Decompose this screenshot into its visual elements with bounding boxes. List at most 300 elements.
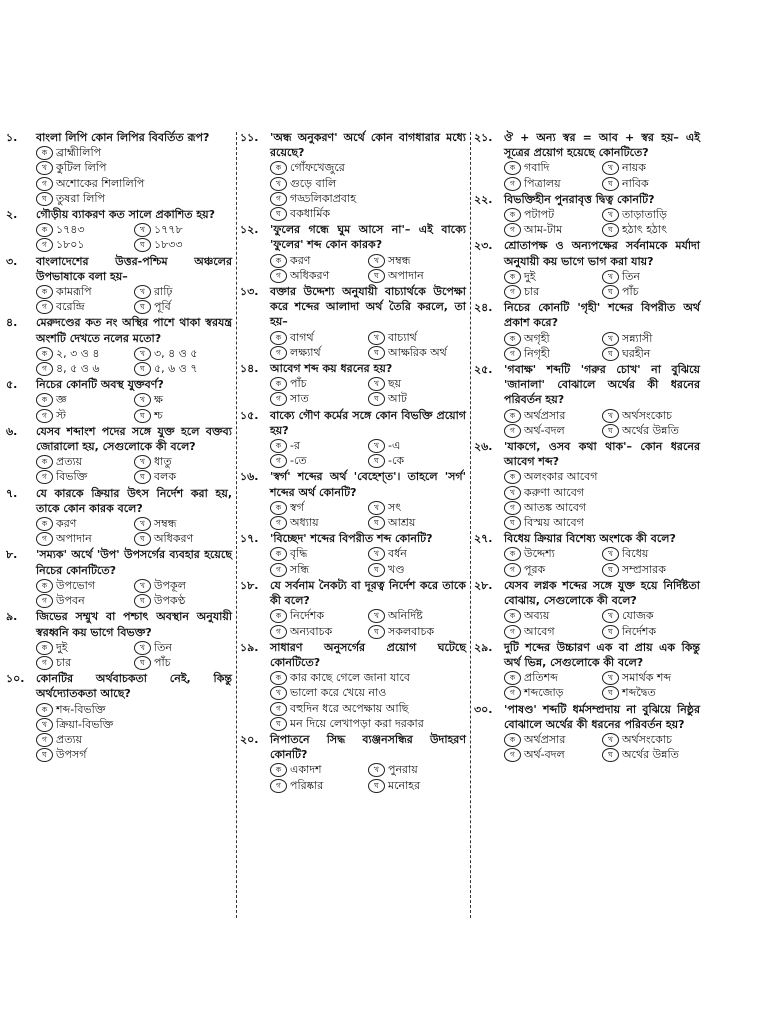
question-text: 'বিচ্ছেদ' শব্দের বিপরীত শব্দ কোনটি? [270, 532, 433, 546]
question-header [240, 531, 466, 546]
option-letter-circle: খ [602, 270, 619, 284]
answer-option [134, 469, 232, 484]
option-letter-circle: ক [36, 579, 53, 593]
answer-option [602, 624, 700, 639]
answer-option [134, 299, 232, 314]
answer-option [602, 670, 700, 685]
option-text: প্রত্যয় [56, 732, 83, 746]
option-text: পটাপট [524, 208, 555, 222]
option-letter-circle: ক [504, 332, 521, 346]
answer-option [134, 237, 232, 252]
option-letter-circle: ঘ [368, 625, 385, 639]
option-letter-circle: ক [270, 671, 287, 685]
question-number: ১১. [240, 131, 259, 144]
answer-option [504, 346, 602, 361]
question-text: জিভের সম্মুখ বা পশ্চাৎ অবস্থান অনুযায়ী স্বরধ্বনি কয় ভাগে বিভক্ত? [36, 610, 232, 639]
option-text: বিস্ময় আবেগ [524, 516, 584, 530]
option-text: কামরূপি [56, 285, 92, 299]
option-letter-circle: খ [368, 439, 385, 453]
option-letter-circle: ঘ [134, 532, 151, 546]
option-letter-circle: ঘ [368, 346, 385, 360]
option-letter-circle: খ [134, 579, 151, 593]
option-text: উদ্দেশ্য [524, 547, 555, 561]
option-text: -র [290, 439, 301, 453]
option-letter-circle: ঘ [368, 779, 385, 793]
answer-option [134, 531, 232, 546]
option-letter-circle: ক [270, 609, 287, 623]
option-letter-circle: খ [368, 331, 385, 345]
option-letter-circle: ঘ [602, 424, 619, 438]
option-letter-circle: খ [134, 285, 151, 299]
answer-option [602, 685, 700, 700]
option-letter-circle: ক [36, 703, 53, 717]
answer-option [270, 500, 368, 515]
answer-option [504, 624, 602, 639]
question-number: ১৬. [240, 470, 259, 484]
answer-option [504, 608, 602, 623]
option-letter-circle: ঘ [134, 300, 151, 314]
option-text: -কে [388, 454, 405, 468]
option-letter-circle: গ [270, 779, 287, 793]
answer-option [368, 253, 466, 268]
question-header [240, 578, 466, 608]
answer-options [240, 330, 466, 360]
answer-option [504, 331, 602, 346]
option-text: আশ্রয় [388, 516, 416, 530]
option-letter-circle: গ [504, 686, 521, 700]
option-letter-circle: গ [270, 392, 287, 406]
option-text: চার [56, 655, 72, 669]
question-text: দুটি শব্দের উচ্চারণ এক বা প্রায় এক কিন্তু অর্থ ভিন্ন, সেগুলোকে কী বলে? [504, 640, 700, 669]
answer-options [6, 640, 232, 670]
option-letter-circle: ঘ [602, 686, 619, 700]
option-letter-circle: গ [36, 238, 53, 252]
question-text: বাংলা লিপি কোন লিপির বিবর্তিত রূপ? [36, 131, 210, 144]
question-header [6, 315, 232, 345]
option-text: রাঢ়ি [154, 285, 173, 299]
option-text: করণ [290, 253, 311, 267]
option-text: পূর্বি [154, 300, 171, 314]
answer-option [134, 284, 232, 299]
question-header [6, 254, 232, 284]
option-text: অধিকরণ [290, 268, 330, 282]
option-letter-circle: ক [36, 223, 53, 237]
option-letter-circle: গ [36, 362, 53, 376]
option-letter-circle: ক [270, 547, 287, 561]
option-letter-circle: ঘ [134, 656, 151, 670]
option-letter-circle: ঘ [368, 269, 385, 283]
option-letter-circle: খ [602, 332, 619, 346]
option-text: প্রত্যয় [56, 455, 83, 469]
answer-options [474, 670, 700, 700]
option-text: চার [524, 285, 540, 299]
question-text: গৌড়ীয় ব্যাকরণ কত সালে প্রকাশিত হয়? [36, 208, 216, 222]
column-divider [236, 132, 237, 918]
answer-option [504, 284, 602, 299]
question-item [6, 547, 232, 608]
answer-option [270, 624, 368, 639]
answer-options [240, 546, 466, 576]
option-letter-circle: খ [602, 547, 619, 561]
option-letter-circle: খ [368, 609, 385, 623]
answer-option [36, 702, 232, 717]
option-letter-circle: গ [270, 625, 287, 639]
option-letter-circle: খ [36, 161, 53, 175]
option-text: নির্দেশক [622, 624, 657, 638]
option-text: খণ্ড [388, 562, 405, 576]
option-letter-circle: ঘ [134, 470, 151, 484]
question-header [474, 531, 700, 546]
question-text: কোনটির অর্থবাচকতা নেই, কিন্তু অর্থদ্যোতকতা আছে? [36, 672, 232, 701]
question-column-3 [474, 130, 700, 920]
question-text: 'পাষণ্ড' শব্দটি ধর্মসম্প্রদায় না বুঝিয়ে নিষ্ঠুর বোঝালে অর্থের কী ধরনের পরিবর্তন হয়? [504, 702, 700, 731]
answer-option [504, 515, 700, 530]
option-letter-circle: খ [134, 517, 151, 531]
answer-option [270, 268, 368, 283]
question-item [474, 192, 700, 238]
question-number: ৬. [6, 424, 18, 438]
option-letter-circle: খ [134, 393, 151, 407]
question-item [240, 578, 466, 639]
answer-option [36, 732, 232, 747]
question-item [6, 609, 232, 670]
option-letter-circle: গ [504, 625, 521, 639]
answer-option [134, 640, 232, 655]
question-number: ১. [6, 131, 18, 144]
question-item [474, 238, 700, 299]
answer-option [270, 391, 368, 406]
option-text: জ্ঞ [56, 393, 67, 407]
answer-option [504, 670, 602, 685]
answer-option [504, 176, 602, 191]
answer-options [6, 578, 232, 608]
question-text: নিচের কোনটি অবস্থ যুক্তবর্ণ? [36, 378, 164, 392]
option-text: বৃদ্ধি [290, 547, 308, 561]
answer-option [504, 160, 602, 175]
option-letter-circle: ঘ [368, 563, 385, 577]
question-item [6, 486, 232, 547]
option-letter-circle: ঘ [134, 362, 151, 376]
option-letter-circle: খ [368, 763, 385, 777]
question-text: বিধেয় ক্রিয়ার বিশেষ্য অংশকে কী বলে? [504, 532, 676, 546]
answer-option [36, 640, 134, 655]
option-letter-circle: ক [270, 254, 287, 268]
option-text: বিধেয় [622, 547, 649, 561]
answer-option [134, 408, 232, 423]
question-header [474, 439, 700, 469]
answer-option [368, 438, 466, 453]
option-letter-circle: ক [270, 377, 287, 391]
option-letter-circle: গ [504, 177, 521, 191]
option-letter-circle: ঘ [134, 594, 151, 608]
question-column-2 [240, 130, 466, 920]
option-letter-circle: ঘ [504, 516, 521, 530]
answer-options [474, 732, 700, 762]
answer-option [36, 176, 232, 191]
option-text: উপবন [56, 594, 85, 608]
answer-option [36, 408, 134, 423]
answer-options [6, 702, 232, 763]
option-text: মনোহর [388, 778, 421, 792]
answer-option [36, 392, 134, 407]
answer-option [602, 176, 700, 191]
option-letter-circle: ঘ [602, 347, 619, 361]
option-text: শ্চ [154, 408, 163, 422]
option-text: অর্থ-বদল [524, 423, 565, 437]
question-text: 'গবাক্ষ' শব্দটি 'গরুর চোখ' না বুঝিয়ে 'জানালা' বোঝালে অর্থের কী ধরনের পরিবর্তন হয়? [504, 363, 700, 407]
column-divider [470, 132, 471, 918]
question-number: ১৪. [240, 362, 259, 376]
answer-options [6, 454, 232, 484]
option-text: দুই [524, 269, 536, 283]
option-text: পুনরায় [388, 763, 418, 777]
answer-options [6, 392, 232, 422]
option-text: আক্ষরিক অর্থ [388, 345, 447, 359]
question-header [6, 130, 232, 145]
option-letter-circle: ঘ [134, 409, 151, 423]
answer-option [36, 469, 134, 484]
option-letter-circle: গ [270, 192, 287, 206]
option-letter-circle: খ [602, 733, 619, 747]
question-header [240, 640, 466, 670]
question-number: ১৫. [240, 408, 259, 422]
option-text: গুড়ে বালি [290, 176, 337, 190]
answer-option [602, 747, 700, 762]
option-letter-circle: খ [368, 547, 385, 561]
answer-option [270, 330, 368, 345]
option-text: আবেগ [524, 624, 555, 638]
option-text: বিভক্তি [56, 470, 88, 484]
answer-option [36, 299, 134, 314]
answer-options [474, 469, 700, 530]
answer-option [504, 469, 700, 484]
answer-options [474, 207, 700, 237]
option-text: -তে [290, 454, 307, 468]
question-number: ১২. [240, 223, 259, 237]
option-letter-circle: ক [504, 270, 521, 284]
answer-option [36, 237, 134, 252]
question-number: ৮. [6, 548, 18, 562]
option-letter-circle: গ [36, 532, 53, 546]
question-text: 'যাকগে, ওসব কথা থাক'– কোন ধরনের আবেগ শব্দ? [504, 440, 700, 469]
question-item [6, 130, 232, 206]
answer-option [36, 717, 232, 732]
answer-option [270, 716, 466, 731]
answer-options [474, 269, 700, 299]
question-header [240, 361, 466, 376]
answer-option [270, 453, 368, 468]
question-number: ২৩. [474, 239, 493, 253]
answer-options [474, 546, 700, 576]
option-letter-circle: গ [36, 409, 53, 423]
option-letter-circle: গ [270, 346, 287, 360]
answer-option [602, 562, 700, 577]
option-letter-circle: ক [36, 393, 53, 407]
option-letter-circle: ক [270, 161, 287, 175]
answer-option [368, 330, 466, 345]
option-letter-circle: ঘ [36, 192, 53, 206]
option-text: আট [388, 392, 407, 406]
question-item [474, 578, 700, 639]
option-letter-circle: ক [504, 671, 521, 685]
option-text: শব্দ-বিভক্তি [56, 702, 106, 716]
answer-option [36, 454, 134, 469]
option-text: ব্রাহ্মীলিপি [56, 146, 102, 160]
option-letter-circle: ক [36, 455, 53, 469]
answer-option [134, 361, 232, 376]
answer-option [270, 670, 466, 685]
question-header [474, 238, 700, 268]
option-letter-circle: গ [36, 733, 53, 747]
answer-option [602, 732, 700, 747]
answer-option [602, 346, 700, 361]
option-text: তাড়াতাড়ি [622, 208, 667, 222]
option-text: সৎ [388, 500, 402, 514]
option-text: হঠাৎ হঠাৎ [622, 223, 667, 237]
option-text: তুষরা লিপি [56, 191, 106, 205]
option-letter-circle: ক [504, 733, 521, 747]
option-letter-circle: ক [36, 285, 53, 299]
option-text: অলংকার আবেগ [524, 470, 598, 484]
question-item [474, 702, 700, 763]
option-text: পরিষ্কার [290, 778, 324, 792]
option-text: নায়ক [622, 161, 646, 175]
question-header [474, 300, 700, 330]
answer-option [602, 608, 700, 623]
option-text: উপসর্গ [56, 748, 87, 762]
question-text: 'অন্ধ অনুকরণ' অর্থে কোন বাগধারার মধ্যে রয়েছে? [270, 131, 466, 160]
option-text: অর্থসংকোচ [622, 732, 672, 746]
question-number: ২৭. [474, 532, 493, 546]
option-letter-circle: ঘ [602, 563, 619, 577]
question-header [6, 547, 232, 577]
answer-option [368, 762, 466, 777]
answer-option [504, 207, 602, 222]
option-text: একাদশ [290, 763, 322, 777]
option-text: ২, ৩ ও ৪ [56, 346, 100, 360]
option-letter-circle: গ [270, 702, 287, 716]
option-letter-circle: ঘ [36, 748, 53, 762]
option-letter-circle: ঘ [368, 516, 385, 530]
option-text: অন্যবাচক [290, 624, 333, 638]
question-item [6, 377, 232, 423]
option-text: বরেন্দ্রি [56, 300, 85, 314]
answer-option [602, 423, 700, 438]
question-number: ৯. [6, 610, 18, 624]
option-text: বলক [154, 470, 177, 484]
option-text: পিত্রালয় [524, 176, 561, 190]
answer-options [240, 438, 466, 468]
option-letter-circle: খ [134, 641, 151, 655]
answer-options [474, 608, 700, 638]
option-letter-circle: ক [270, 501, 287, 515]
question-text: যেসব লগ্নক শব্দের সঙ্গে যুক্ত হয়ে নির্দিষ্টতা বোঝায়, সেগুলোকে কী বলে? [504, 578, 700, 608]
answer-option [36, 346, 134, 361]
answer-option [368, 376, 466, 391]
question-number: ১৯. [240, 640, 259, 654]
answer-option [504, 500, 700, 515]
option-text: বহুদিন ধরে অপেক্ষায় আছি [290, 701, 409, 715]
option-text: পূরক [524, 562, 546, 576]
option-letter-circle: ক [504, 161, 521, 175]
answer-option [270, 515, 368, 530]
answer-option [602, 222, 700, 237]
question-number: ২. [6, 208, 18, 222]
question-text: নিচের কোনটি 'গৃহী' শব্দের বিপরীত অর্থ প্রকাশ করে? [504, 301, 700, 330]
option-letter-circle: ক [270, 439, 287, 453]
option-letter-circle: গ [270, 516, 287, 530]
answer-options [474, 160, 700, 190]
answer-option [270, 685, 466, 700]
option-text: অধ্যায় [290, 516, 319, 530]
question-header [240, 284, 466, 330]
answer-option [36, 593, 134, 608]
answer-option [504, 732, 602, 747]
question-text: যেসব শব্দাংশ পদের সঙ্গে যুক্ত হলে বক্তব্য জোরালো হয়, সেগুলোকে কী বলে? [36, 424, 232, 454]
question-sheet [6, 130, 700, 920]
question-header [474, 640, 700, 670]
answer-option [134, 222, 232, 237]
question-number: ২৮. [474, 578, 493, 592]
answer-option [36, 284, 134, 299]
question-item [240, 640, 466, 731]
question-header [474, 192, 700, 207]
answer-option [504, 562, 602, 577]
option-letter-circle: ঘ [134, 238, 151, 252]
question-item [6, 315, 232, 376]
option-text: ৪, ৫ ও ৬ [56, 362, 100, 376]
option-letter-circle: ঘ [368, 392, 385, 406]
option-text: অর্থসংকোচ [622, 408, 672, 422]
question-header [240, 222, 466, 252]
question-number: ৩০. [474, 702, 493, 716]
answer-option [270, 762, 368, 777]
question-item [474, 640, 700, 701]
option-text: করুণা আবেগ [524, 485, 585, 499]
answer-option [270, 253, 368, 268]
answer-options [240, 608, 466, 638]
option-text: সম্বন্ধ [154, 517, 177, 531]
answer-options [6, 284, 232, 314]
answer-options [240, 762, 466, 792]
answer-option [504, 485, 700, 500]
option-letter-circle: ক [504, 547, 521, 561]
option-letter-circle: ক [36, 517, 53, 531]
option-letter-circle: গ [504, 424, 521, 438]
answer-option [368, 546, 466, 561]
question-text: 'স্বর্গ' শব্দের অর্থ 'বেহেশ্‌ত'। তাহলে 'সর্গ' শব্দের অর্থ কোনটি? [270, 470, 466, 499]
question-number: ২৯. [474, 640, 493, 654]
option-letter-circle: গ [504, 285, 521, 299]
answer-option [368, 608, 466, 623]
option-text: বাচ্যার্থ [388, 330, 417, 344]
option-text: -এ [388, 439, 401, 453]
option-text: তিন [622, 269, 640, 283]
option-text: যোজক [622, 609, 654, 623]
option-letter-circle: ঘ [270, 717, 287, 731]
answer-option [368, 500, 466, 515]
question-item [6, 254, 232, 315]
question-item [474, 362, 700, 438]
question-item [240, 222, 466, 283]
option-text: তিন [154, 640, 172, 654]
question-number: ২০. [240, 732, 259, 746]
option-text: অর্থের উন্নতি [622, 423, 679, 437]
question-item [240, 732, 466, 793]
answer-option [270, 206, 466, 221]
option-text: ক্ষ [154, 393, 163, 407]
option-letter-circle: খ [36, 718, 53, 732]
